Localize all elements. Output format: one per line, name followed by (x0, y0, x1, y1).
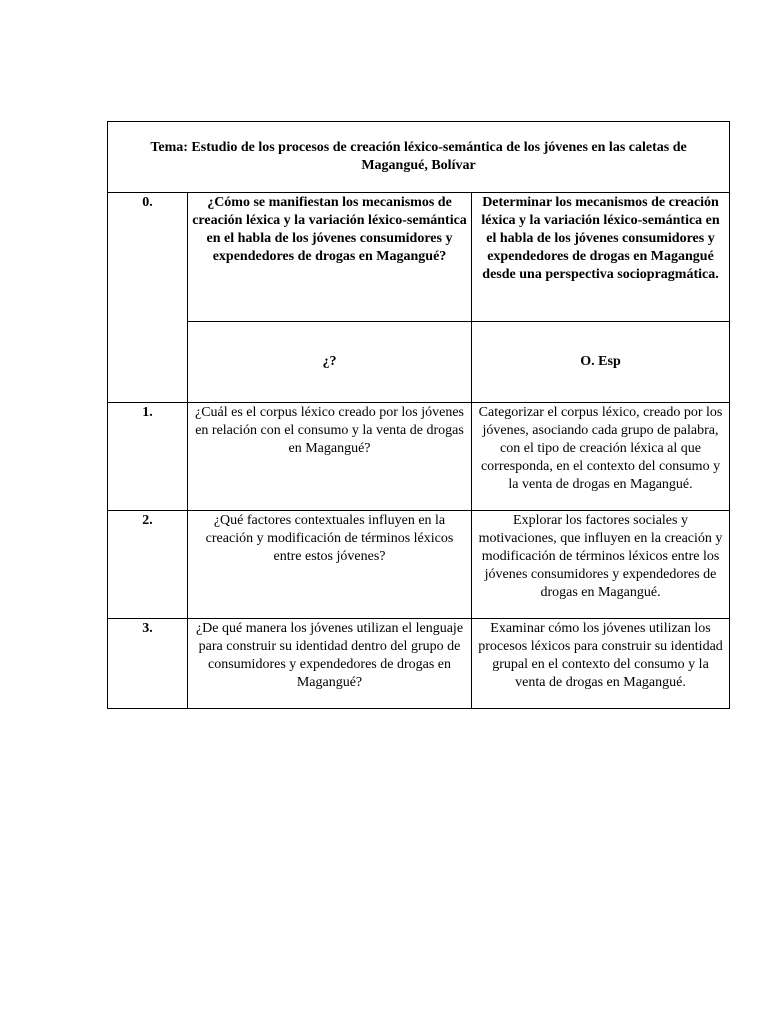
specific-question: ¿De qué manera los jóvenes utilizan el lenguaje para construir su identidad dentro del grupo de consumidores y expendedores de drogas en Magangué? (188, 619, 472, 709)
table-row (108, 403, 730, 511)
subheader-row (108, 322, 730, 403)
row-number-0: 0. (108, 193, 188, 403)
specific-objective: Examinar cómo los jóvenes utilizan los procesos léxicos para construir su identidad grupal en el contexto del consumo y la venta de drogas en Magangué. (472, 619, 730, 709)
specific-objective: Explorar los factores sociales y motivaciones, que influyen en la creación y modificación de términos léxicos entre los jóvenes consumidores y expendedores de drogas en Magangué. (472, 511, 730, 619)
title-row (108, 122, 730, 193)
specific-question: ¿Qué factores contextuales influyen en la creación y modificación de términos léxicos entre estos jóvenes? (188, 511, 472, 619)
table-row (108, 511, 730, 619)
general-objective: Determinar los mecanismos de creación léxica y la variación léxico-semántica en el habla de los jóvenes consumidores y expendedores de drogas en Magangué desde una perspectiva sociopragmática. (472, 193, 730, 322)
table-row-0 (108, 193, 730, 322)
research-table (107, 121, 730, 709)
row-number: 3. (108, 619, 188, 709)
specific-objective: Categorizar el corpus léxico, creado por los jóvenes, asociando cada grupo de palabra, con el tipo de creación léxica al que corresponda, en el contexto del consumo y la venta de drogas en Magangué. (472, 403, 730, 511)
questions-header: ¿? (188, 322, 472, 403)
table-title: Tema: Estudio de los procesos de creación léxico-semántica de los jóvenes en las caletas de Magangué, Bolívar (108, 122, 730, 193)
specific-question: ¿Cuál es el corpus léxico creado por los jóvenes en relación con el consumo y la venta de drogas en Magangué? (188, 403, 472, 511)
table-row (108, 619, 730, 709)
general-question: ¿Cómo se manifiestan los mecanismos de creación léxica y la variación léxico-semántica en el habla de los jóvenes consumidores y expendedores de drogas en Magangué? (188, 193, 472, 322)
specific-objectives-header: O. Esp (472, 322, 730, 403)
row-number: 2. (108, 511, 188, 619)
row-number: 1. (108, 403, 188, 511)
